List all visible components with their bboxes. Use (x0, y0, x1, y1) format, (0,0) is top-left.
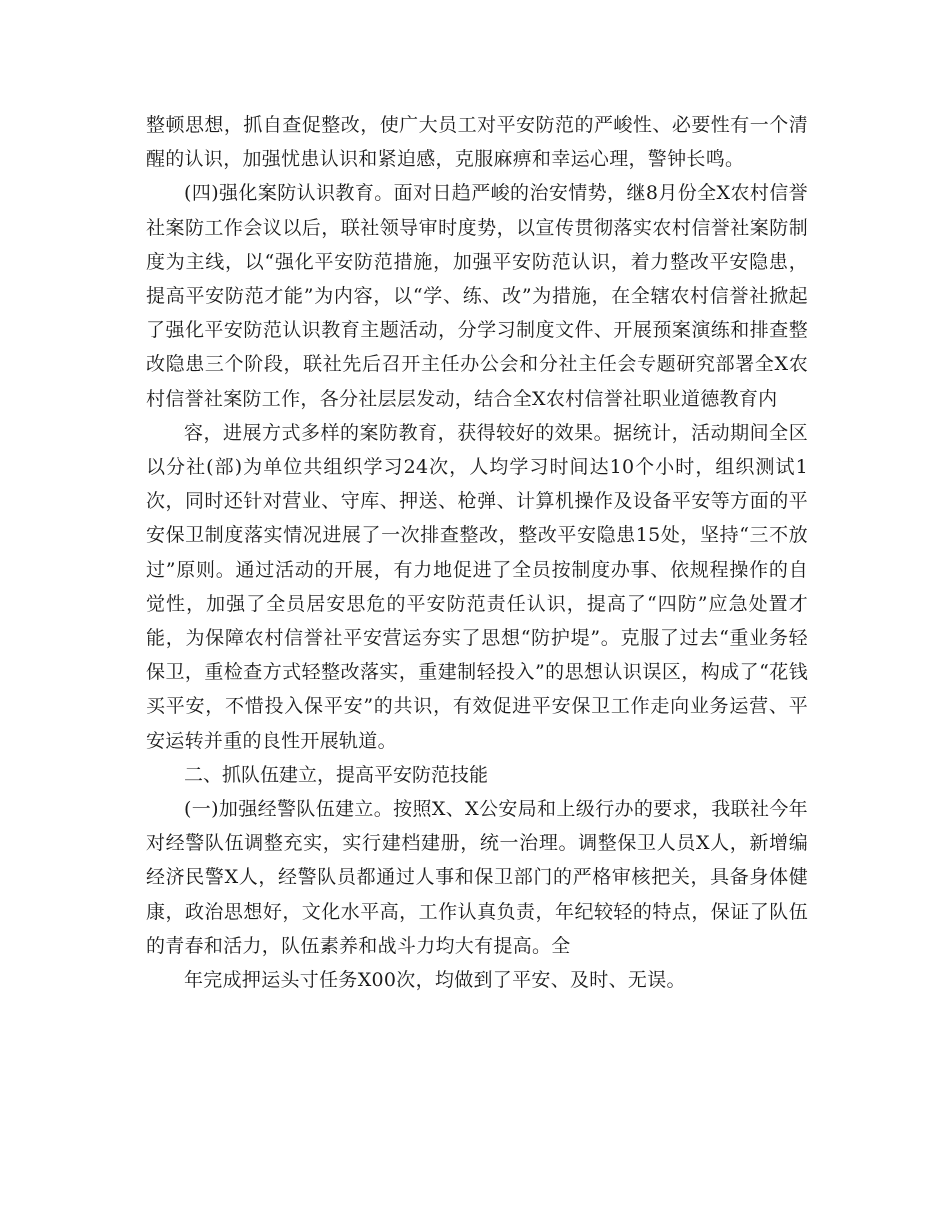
document-page (146, 108, 808, 997)
paragraph-3: 容，进展方式多样的案防教育，获得较好的效果。据统计，活动期间全区以分社(部)为单位共组织学习24次，人均学习时间达10个小时，组织测试1次，同时还针对营业、守库、押送、枪弹、计算机操作及设备平安等方面的平安保卫制度落实情况进展了一次排查整改，整改平安隐患15处，坚持“三不放过”原则。通过活动的开展，有力地促进了全员按制度办事、依规程操作的自觉性，加强了全员居安思危的平安防范责任认识，提高了“四防”应急处置才能，为保障农村信誉社平安营运夯实了思想“防护堤”。克服了过去“重业务轻保卫，重检查方式轻整改落实，重建制轻投入”的思想认识误区，构成了“花钱买平安，不惜投入保平安”的共识，有效促进平安保卫工作走向业务运营、平安运转并重的良性开展轨道。 (146, 421, 808, 752)
paragraph-6: 年完成押运头寸任务X00次，均做到了平安、及时、无误。 (184, 969, 686, 992)
section-heading: 二、抓队伍建立，提高平安防范技能 (184, 763, 489, 786)
paragraph-1: 整顿思想，抓自查促整改，使广大员工对平安防范的严峻性、必要性有一个清醒的认识，加强忧患认识和紧迫感，克服麻痹和幸运心理，警钟长鸣。 (146, 114, 808, 171)
paragraph-2: (四)强化案防认识教育。面对日趋严峻的治安情势，继8月份全X农村信誉社案防工作会议以后，联社领导审时度势，以宣传贯彻落实农村信誉社案防制度为主线，以“强化平安防范措施，加强平安防范认识，着力整改平安隐患，提高平安防范才能”为内容，以“学、练、改”为措施，在全辖农村信誉社掀起了强化平安防范认识教育主题活动，分学习制度文件、开展预案演练和排查整改隐患三个阶段，联社先后召开主任办公会和分社主任会专题研究部署全X农村信誉社案防工作，各分社层层发动，结合全X农村信誉社职业道德教育内 (146, 182, 808, 410)
paragraph-5: (一)加强经警队伍建立。按照X、X公安局和上级行办的要求，我联社今年对经警队伍调整充实，实行建档建册，统一治理。调整保卫人员X人，新增编经济民警X人，经警队员都通过人事和保卫部门的严格审核把关，具备身体健康，政治思想好，文化水平高，工作认真负责，年纪较轻的特点，保证了队伍的青春和活力，队伍素养和战斗力均大有提高。全 (146, 798, 808, 957)
